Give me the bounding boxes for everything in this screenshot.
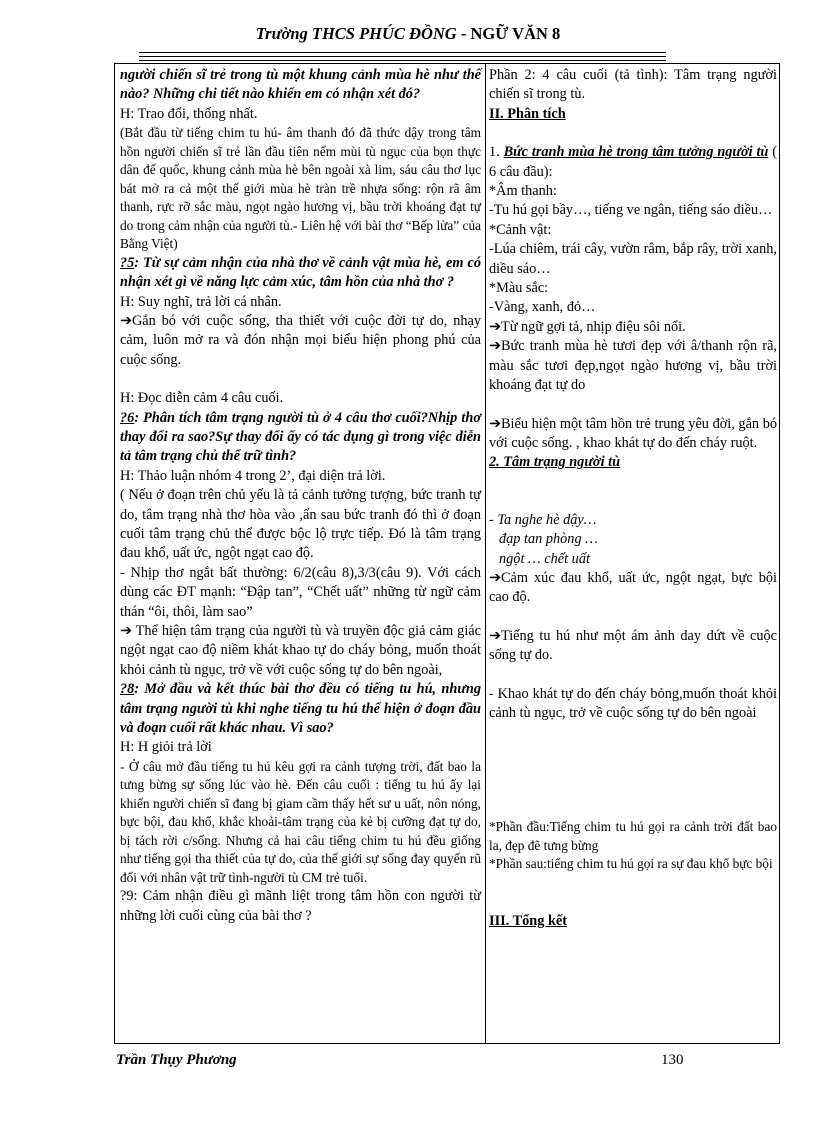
blank-line xyxy=(120,370,481,389)
section-heading-summary: III. Tổng kết xyxy=(489,912,567,929)
poem-quote-line: ngột … chết uất xyxy=(499,550,590,567)
poem-quote-line: đạp tan phòng … xyxy=(499,531,598,548)
blank-line xyxy=(489,780,777,799)
blank-line xyxy=(489,666,777,685)
blank-line xyxy=(489,492,777,511)
header-separator: - xyxy=(456,24,471,43)
content-line: -Lúa chiêm, trái cây, vườn râm, bắp rây, trời xanh, diều sáo… xyxy=(489,241,777,277)
blank-line xyxy=(489,608,777,627)
question-text: : Từ sự cảm nhận của nhà thơ về cảnh vật mùa hè, em có nhận xét gì về năng lực cảm xúc, tâm hồn của nhà thơ ? xyxy=(120,254,481,291)
student-activity: H: Đọc diễn cảm 4 câu cuối. xyxy=(120,390,284,407)
author-name: Trần Thụy Phương xyxy=(116,1052,237,1068)
content-line: ➔Tiếng tu hú như một ám ảnh day dứt về cuộc sống tự do. xyxy=(489,627,777,664)
header-rule xyxy=(139,56,666,57)
poem-quote-line: - Ta nghe hè dậy… xyxy=(489,511,597,528)
subsection-tail: ( 6 câu đầu): xyxy=(489,144,777,180)
content-line: -Vàng, xanh, đỏ… xyxy=(489,299,596,316)
subsection-title: Bức tranh mùa hè trong tâm tưởng người tù xyxy=(503,144,769,161)
content-line: ➔Từ ngữ gợi tả, nhịp điệu sôi nổi. xyxy=(489,318,686,335)
question-4-text: người chiến sĩ trẻ trong tù một khung cảnh mùa hè như thế nào? Những chi tiết nào khiến em có nhận xét đó? xyxy=(120,67,481,103)
blank-line xyxy=(489,874,777,893)
content-line: *Âm thanh: xyxy=(489,183,557,200)
content-line: *Màu sắc: xyxy=(489,280,549,297)
page-header xyxy=(0,24,816,44)
content-line: ➔Bức tranh mùa hè tươi đẹp với â/thanh rộn rã, màu sắc tươi đẹp,ngọt ngào hương vị, bầu trời khoáng đạt tự do xyxy=(489,338,777,394)
teacher-student-activities-column xyxy=(120,66,481,926)
blank-line xyxy=(489,396,777,415)
question-9: ?9: Cảm nhận điều gì mãnh liệt trong tâm hồn con người từ những lời cuối cùng của bài thơ ? xyxy=(120,888,481,924)
blank-line xyxy=(489,742,777,761)
content-line: *Cảnh vật: xyxy=(489,221,552,238)
explanation-paragraph: - Ở câu mở đầu tiếng tu hú kêu gợi ra cảnh tượng trời, đất bao la tưng bừng sự sống lúc vào hè. Đến câu cuối : tiếng tu hú ấy lại khiến người chiến sĩ đang bị giam cầm thấy hết sư u uất, nôn nóng, bực bội, đau khổ, khắc khoải-tâm trạng của kẻ bị cưỡng đạt tự do, bị tách rời c/sống. Nhưng cả hai câu tiếng chim tu hú đều giống như tiếng gọi tha thiết của tự do, của thế giới sự sống đay quyến rũ đối với nhân vật trữ tình-người tù CM trẻ tuổi. xyxy=(120,758,481,885)
student-activity: H: Thảo luận nhóm 4 trong 2’, đại diện trả lời. xyxy=(120,467,386,484)
question-number: ?5 xyxy=(120,254,135,271)
question-text: : Phân tích tâm trạng người tù ở 4 câu thơ cuối?Nhịp thơ thay đổi ra sao?Sự thay đổi ấy có tác dụng gì trong việc diễn tả tâm trạng chủ thể trữ tình? xyxy=(120,409,481,465)
subsection-2-heading: 2. Tâm trạng người tù xyxy=(489,454,621,471)
question-6 xyxy=(120,409,481,467)
explanation-paragraph: ( Nếu ở đoạn trên chủ yếu là tả cảnh tưởng tượng, bức tranh tự do, tâm trạng nhà thơ hòa vào ,ẩn sau bức tranh đó thì ở đoạn cuối tâm trạng chủ thể được bộc lộ trực tiếp. Đó là tâm trạng đau khổ, uất ức, ngột ngạt cao độ. xyxy=(120,487,481,562)
content-line: ➔Biểu hiện một tâm hồn trẻ trung yêu đời, gắn bó với cuộc sống. , khao khát tự do đến cháy ruột. xyxy=(489,415,777,451)
blank-line xyxy=(489,473,777,492)
section-heading-analysis: II. Phân tích xyxy=(489,105,566,122)
blank-line xyxy=(489,124,777,143)
explanation-paragraph: (Bắt đầu từ tiếng chim tu hú- âm thanh đó đã thức dậy trong tâm hồn người chiến sĩ trẻ lần đầu tiên nếm mùi tù ngục của bọn thực dân đế quốc, khung cảnh mùa hè bên ngoài xà lim, sáu câu thơ lục bát mở ra cả một thế giới mùa hè tràn trề nhựa sống: rộn rã âm thanh, rực rỡ sắc màu, ngọt ngào hương vị, bầu trời khoáng đạt tự do trong cảm nhận của người tù.- Liên hệ với bài thơ “Bếp lửa” của Bằng Việt) xyxy=(120,125,481,252)
school-name: Trường THCS PHÚC ĐỒNG xyxy=(255,24,457,43)
conclusion-paragraph: ➔ Thể hiện tâm trạng của người tù và truyền độc giả cảm giác ngột ngạt cao độ niềm khát khao tự do cháy bỏng, muốn thoát khỏi cảnh tù ngục, trở về với cuộc sống tự do bên ngoài, xyxy=(120,623,481,678)
subject-name: NGỮ VĂN 8 xyxy=(470,24,561,43)
student-activity: H: H giỏi trả lời xyxy=(120,739,212,756)
content-line: - Khao khát tự do đến cháy bỏng,muốn thoát khỏi cảnh tù ngục, trở về cuộc sống tự do bên ngoài xyxy=(489,685,777,721)
page-number: 130 xyxy=(661,1052,684,1068)
content-line: *Phần đầu:Tiếng chim tu hú gọi ra cảnh trời đất bao la, đẹp đẽ tưng bừng xyxy=(489,819,777,853)
question-number: ?6 xyxy=(120,409,135,426)
subsection-number: 1. xyxy=(489,144,504,161)
column-divider xyxy=(485,64,486,1043)
subsection-1-heading xyxy=(489,143,777,182)
question-text: : Mở đầu và kết thúc bài thơ đều có tiếng tu hú, nhưng tâm trạng người tù khi nghe tiếng tu hú thể hiện ở đoạn đầu và đoạn cuối rất khác nhau. Vì sao? xyxy=(120,681,481,737)
question-number: ?8 xyxy=(120,681,135,698)
blank-line xyxy=(489,761,777,780)
lesson-table xyxy=(114,63,780,1044)
student-activity: H: Trao đổi, thống nhất. xyxy=(120,105,258,122)
header-rule xyxy=(139,60,666,61)
lesson-content-column xyxy=(489,66,777,931)
question-5 xyxy=(120,254,481,293)
question-8 xyxy=(120,680,481,738)
student-activity: H: Suy nghĩ, trả lời cá nhân. xyxy=(120,293,282,310)
content-line: *Phần sau:tiếng chim tu hú gọi ra sự đau khổ bực bội xyxy=(489,856,773,872)
blank-line xyxy=(489,723,777,742)
content-line: ➔Cảm xúc đau khổ, uất ức, ngột ngạt, bực bội cao độ. xyxy=(489,569,777,606)
blank-line xyxy=(489,799,777,818)
explanation-paragraph: - Nhịp thơ ngắt bất thường: 6/2(câu 8),3/3(câu 9). Với cách dùng các ĐT mạnh: “Đập tan”, “Chết uất” những từ ngữ cảm thán “ôi, thôi, làm sao” xyxy=(120,564,481,620)
conclusion-paragraph: ➔Gắn bó với cuộc sống, tha thiết với cuộc đời tự do, nhạy cảm, luôn mở ra và đón nhận mọi biểu hiện phong phú của cuộc sống. xyxy=(120,312,481,368)
content-line: -Tu hú gọi bầy…, tiếng ve ngân, tiếng sáo diều… xyxy=(489,202,773,219)
part-2-heading: Phần 2: 4 câu cuối (tả tình): Tâm trạng người chiến sĩ trong tù. xyxy=(489,67,777,103)
header-rule xyxy=(139,52,666,53)
blank-line xyxy=(489,893,777,912)
